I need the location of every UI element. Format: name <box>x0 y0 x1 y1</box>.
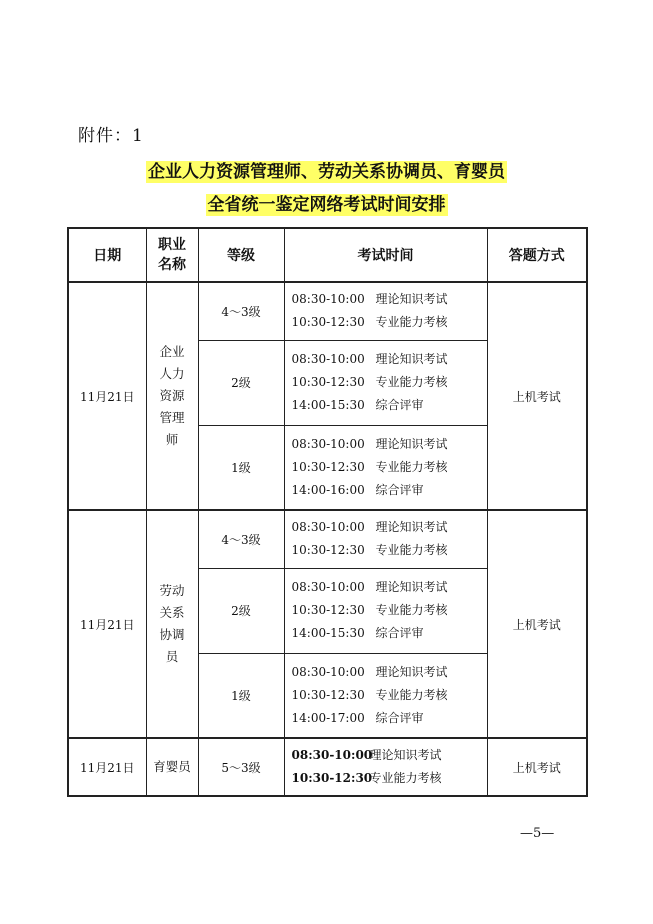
exam-time-range: 08:30-10:00 <box>291 580 365 594</box>
cell-occupation <box>146 282 198 510</box>
occupation-text: 企业 <box>159 344 185 359</box>
exam-time-range: 08:30-10:00 <box>291 292 365 307</box>
occupation-text: 协调 <box>159 627 185 642</box>
header-occupation <box>146 228 198 282</box>
cell-level: 1级 <box>198 653 284 738</box>
exam-time-range: 08:30-10:00 <box>291 664 365 679</box>
exam-subject: 专业能力考核 <box>375 375 448 389</box>
exam-time-entry <box>292 479 487 502</box>
exam-subject: 专业能力考核 <box>375 603 448 617</box>
exam-time-entry <box>292 744 487 767</box>
exam-time-entry <box>292 707 487 730</box>
table-header-row <box>68 228 587 282</box>
exam-time-entry <box>292 599 487 622</box>
table-row <box>68 510 587 568</box>
cell-exam-times <box>284 425 487 510</box>
exam-time-entry <box>292 767 487 790</box>
cell-date: 11月21日 <box>68 510 146 738</box>
exam-time-range: 14:00-17:00 <box>291 710 365 725</box>
title-highlight-1: 企业人力资源管理师、劳动关系协调员、育婴员 <box>148 162 505 182</box>
cell-level: 4～3级 <box>198 282 284 340</box>
attachment-label: 附件：1 <box>78 126 144 146</box>
page-number: —5— <box>520 826 555 841</box>
exam-subject: 理论知识考试 <box>375 352 448 366</box>
exam-time-entry <box>292 348 487 371</box>
exam-subject: 综合评审 <box>375 482 424 497</box>
cell-level: 2级 <box>198 340 284 425</box>
exam-time-range: 08:30-10:00 <box>291 436 365 451</box>
exam-subject: 理论知识考试 <box>375 580 448 594</box>
header-exam-time: 考试时间 <box>284 228 487 282</box>
exam-time-range: 08:30-10:00 <box>291 352 365 366</box>
exam-subject: 综合评审 <box>375 398 424 412</box>
exam-subject: 综合评审 <box>375 710 424 725</box>
table-row <box>68 738 587 796</box>
table-body <box>68 282 587 796</box>
table-row <box>68 282 587 340</box>
occupation-text: 育婴员 <box>153 759 191 774</box>
occupation-text: 师 <box>165 432 179 447</box>
header-occupation-line-2: 名称 <box>158 257 186 273</box>
cell-level: 1级 <box>198 425 284 510</box>
exam-subject: 理论知识考试 <box>375 292 448 307</box>
exam-time-entry <box>292 622 487 645</box>
exam-subject: 综合评审 <box>375 626 424 640</box>
exam-time-range: 14:00-15:30 <box>291 398 365 412</box>
cell-exam-times <box>284 653 487 738</box>
exam-time-range: 10:30-12:30 <box>291 771 373 785</box>
cell-date: 11月21日 <box>68 738 146 796</box>
exam-time-range: 10:30-12:30 <box>291 687 365 702</box>
exam-time-entry <box>292 433 487 456</box>
occupation-text: 资源 <box>159 388 185 403</box>
cell-exam-times <box>284 282 487 340</box>
exam-subject: 理论知识考试 <box>375 664 448 679</box>
cell-answer-mode: 上机考试 <box>487 510 587 738</box>
exam-time-range: 10:30-12:30 <box>291 543 365 558</box>
exam-time-entry <box>292 576 487 599</box>
exam-subject: 理论知识考试 <box>375 520 448 535</box>
cell-exam-times <box>284 340 487 425</box>
exam-time-entry <box>292 684 487 707</box>
header-level: 等级 <box>198 228 284 282</box>
exam-time-range: 10:30-12:30 <box>291 603 365 617</box>
header-answer-mode: 答题方式 <box>487 228 587 282</box>
exam-subject: 专业能力考核 <box>375 459 448 474</box>
title-highlight-2: 全省统一鉴定网络考试时间安排 <box>207 195 446 215</box>
cell-exam-times <box>284 568 487 653</box>
exam-time-entry <box>292 456 487 479</box>
occupation-text: 劳动 <box>159 583 185 598</box>
document-title-line-1 <box>0 157 653 182</box>
exam-time-entry <box>292 661 487 684</box>
exam-subject: 理论知识考试 <box>375 436 448 451</box>
cell-answer-mode: 上机考试 <box>487 282 587 510</box>
exam-time-range: 14:00-16:00 <box>291 482 365 497</box>
cell-exam-times <box>284 510 487 568</box>
exam-time-entry <box>292 539 487 562</box>
exam-time-entry <box>292 516 487 539</box>
exam-time-range: 14:00-15:30 <box>291 626 365 640</box>
exam-time-entry <box>292 394 487 417</box>
exam-schedule-table <box>67 227 588 797</box>
cell-occupation <box>146 738 198 796</box>
header-occupation-line-1: 职业 <box>158 237 186 253</box>
cell-level: 5～3级 <box>198 738 284 796</box>
document-title-line-2 <box>0 190 653 215</box>
cell-answer-mode: 上机考试 <box>487 738 587 796</box>
exam-time-entry <box>292 371 487 394</box>
exam-time-entry <box>292 311 487 334</box>
cell-date: 11月21日 <box>68 282 146 510</box>
exam-time-entry <box>292 288 487 311</box>
occupation-text: 人力 <box>159 366 185 381</box>
exam-subject: 专业能力考核 <box>375 315 448 330</box>
exam-time-range: 08:30-10:00 <box>291 748 373 762</box>
exam-time-range: 10:30-12:30 <box>291 459 365 474</box>
cell-level: 4～3级 <box>198 510 284 568</box>
exam-subject: 理论知识考试 <box>369 748 442 762</box>
cell-exam-times <box>284 738 487 796</box>
cell-level: 2级 <box>198 568 284 653</box>
exam-time-range: 10:30-12:30 <box>291 375 365 389</box>
exam-subject: 专业能力考核 <box>375 543 448 558</box>
exam-time-range: 10:30-12:30 <box>291 315 365 330</box>
exam-subject: 专业能力考核 <box>375 687 448 702</box>
occupation-text: 关系 <box>159 605 185 620</box>
exam-time-range: 08:30-10:00 <box>291 520 365 535</box>
exam-subject: 专业能力考核 <box>369 771 442 785</box>
cell-occupation <box>146 510 198 738</box>
occupation-text: 员 <box>165 649 179 664</box>
occupation-text: 管理 <box>159 410 185 425</box>
header-date: 日期 <box>68 228 146 282</box>
